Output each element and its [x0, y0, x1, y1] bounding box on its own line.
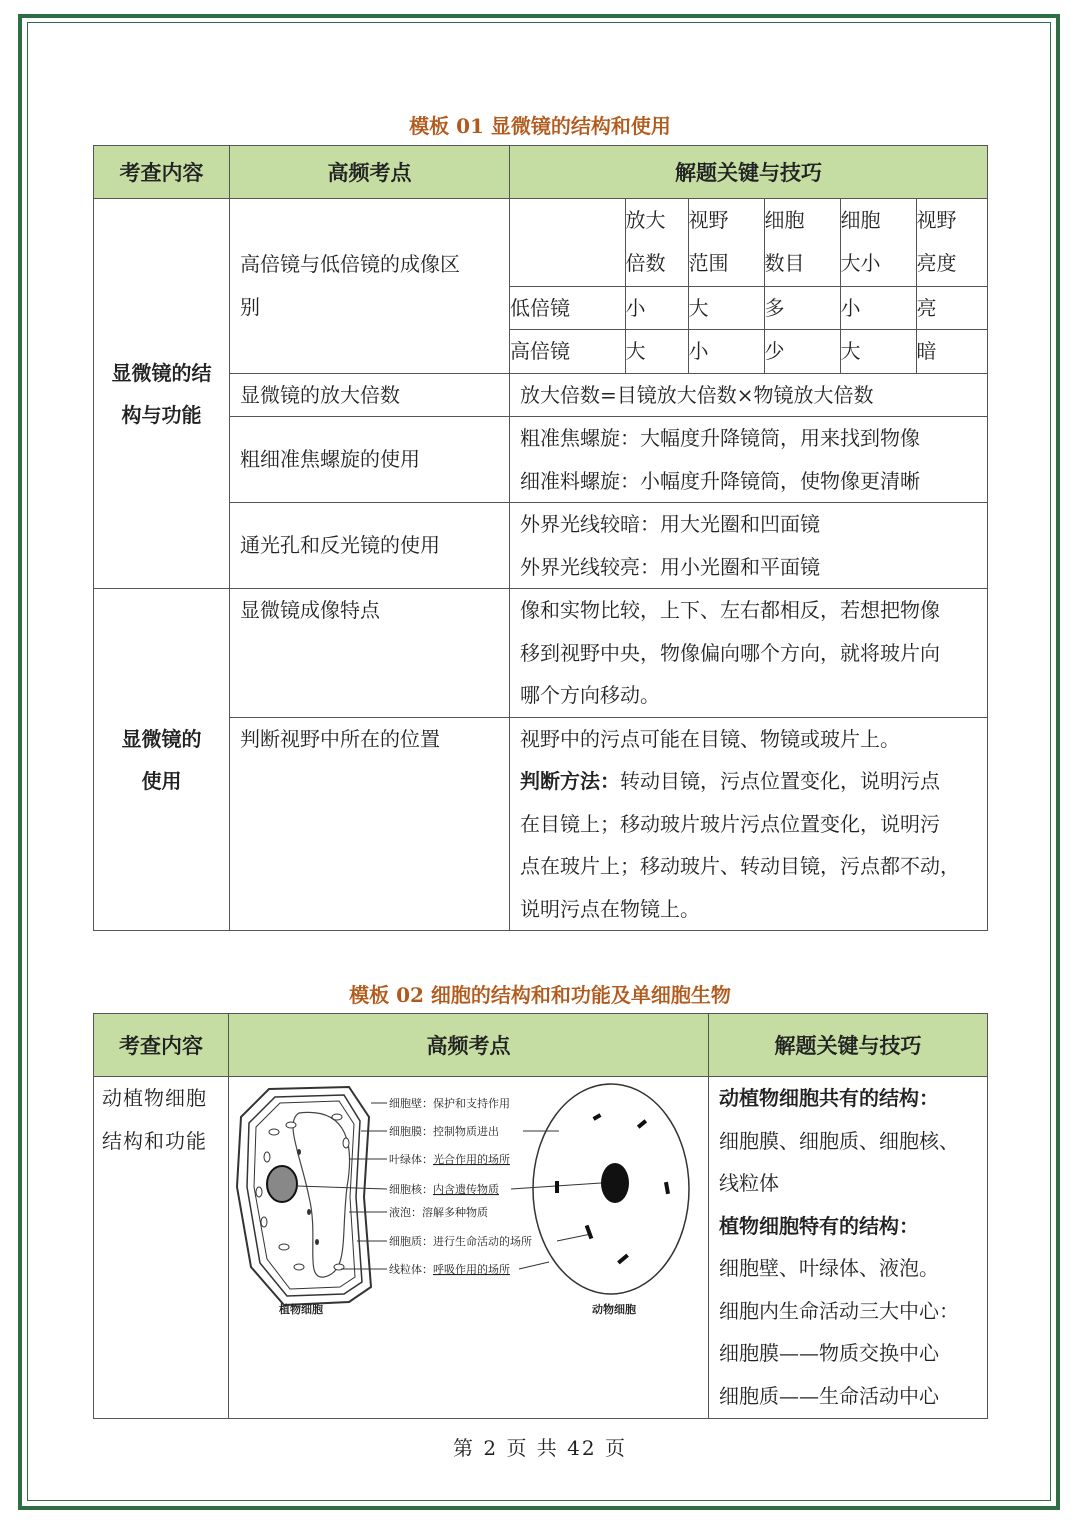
- plant-caption: 植物细胞: [279, 1303, 323, 1316]
- tip-imaging: 像和实物比较，上下、左右都相反，若想把物像 移到视野中央，物像偏向哪个方向，就将玻片向 哪个方向移动。: [510, 589, 988, 718]
- point-focus-knobs: 粗细准焦螺旋的使用: [230, 417, 510, 503]
- label-nucleus: 细胞核：内含遗传物质: [389, 1183, 499, 1196]
- compare-col-header: 细胞 数目: [764, 199, 840, 286]
- label-chloroplast: 叶绿体：光合作用的场所: [389, 1153, 510, 1166]
- cell-diagram: [229, 1077, 709, 1418]
- content-cell-structure: 动植物细胞 结构和功能: [94, 1077, 229, 1419]
- header-points-2: 高频考点: [229, 1014, 709, 1077]
- compare-table: 放大 倍数 视野 范围 细胞 数目 细胞 大小 视野 亮度 低倍镜 小 大 多 小 亮 高倍镜 大 小 少 大 暗: [510, 199, 988, 373]
- compare-col-header: 视野 范围: [688, 199, 764, 286]
- compare-table-cell: [510, 199, 988, 374]
- point-magnification-compare: 高倍镜与低倍镜的成像区 别: [230, 199, 510, 374]
- compare-row-high: 高倍镜: [510, 330, 625, 373]
- tip-spot-location: 视野中的污点可能在目镜、物镜或玻片上。 判断方法：转动目镜，污点位置变化，说明污点 在目镜上；移动玻片玻片污点位置变化，说明污 点在玻片上；移动玻片、转动目镜，污点都不动， 说明污点在物镜上。: [510, 717, 988, 931]
- point-imaging: 显微镜成像特点: [230, 589, 510, 718]
- category-structure: 显微镜的结 构与功能: [94, 199, 230, 589]
- label-cell-membrane: 细胞膜：控制物质进出: [389, 1125, 499, 1138]
- animal-nucleus: [601, 1163, 629, 1203]
- header-tips: 解题关键与技巧: [510, 146, 988, 199]
- tip-light-mirror: 外界光线较暗：用大光圈和凹面镜 外界光线较亮：用小光圈和平面镜: [510, 503, 988, 589]
- tip-focus-knobs: 粗准焦螺旋：大幅度升降镜筒，用来找到物像 细准料螺旋：小幅度升降镜筒，使物像更清晰: [510, 417, 988, 503]
- header-content-2: 考查内容: [94, 1014, 229, 1077]
- header-points: 高频考点: [230, 146, 510, 199]
- animal-caption: 动物细胞: [592, 1303, 636, 1316]
- point-magnification: 显微镜的放大倍数: [230, 373, 510, 417]
- label-cytoplasm: 细胞质：进行生命活动的场所: [389, 1235, 532, 1248]
- label-mitochondria: 线粒体：呼吸作用的场所: [389, 1263, 510, 1276]
- section1-table: [93, 145, 988, 931]
- section2-title: 模板 02 细胞的结构和和功能及单细胞生物: [349, 983, 731, 1007]
- plant-nucleus: [267, 1166, 297, 1202]
- label-cell-wall: 细胞壁：保护和支持作用: [389, 1097, 510, 1110]
- section2-table: [93, 1013, 988, 1419]
- compare-col-header: 细胞 大小: [840, 199, 916, 286]
- compare-row-low: 低倍镜: [510, 286, 625, 330]
- section1-title: 模板 01 显微镜的结构和使用: [409, 114, 671, 138]
- category-usage: 显微镜的 使用: [94, 589, 230, 931]
- tips-cell-structure: 动植物细胞共有的结构： 细胞膜、细胞质、细胞核、 线粒体 植物细胞特有的结构： 细胞壁、叶绿体、液泡。 细胞内生命活动三大中心： 细胞膜——物质交换中心 细胞质——生命活动中心: [709, 1077, 988, 1419]
- compare-col-header: 视野 亮度: [916, 199, 988, 286]
- point-spot-location: 判断视野中所在的位置: [230, 717, 510, 931]
- label-vacuole: 液泡：溶解多种物质: [389, 1206, 488, 1219]
- compare-col-header: 放大 倍数: [625, 199, 688, 286]
- point-light-mirror: 通光孔和反光镜的使用: [230, 503, 510, 589]
- header-content: 考查内容: [94, 146, 230, 199]
- page-footer: 第 2 页 共 42 页: [453, 1436, 627, 1460]
- header-tips-2: 解题关键与技巧: [709, 1014, 988, 1077]
- diagram-cell: [229, 1077, 709, 1419]
- tip-magnification: 放大倍数=目镜放大倍数×物镜放大倍数: [510, 373, 988, 417]
